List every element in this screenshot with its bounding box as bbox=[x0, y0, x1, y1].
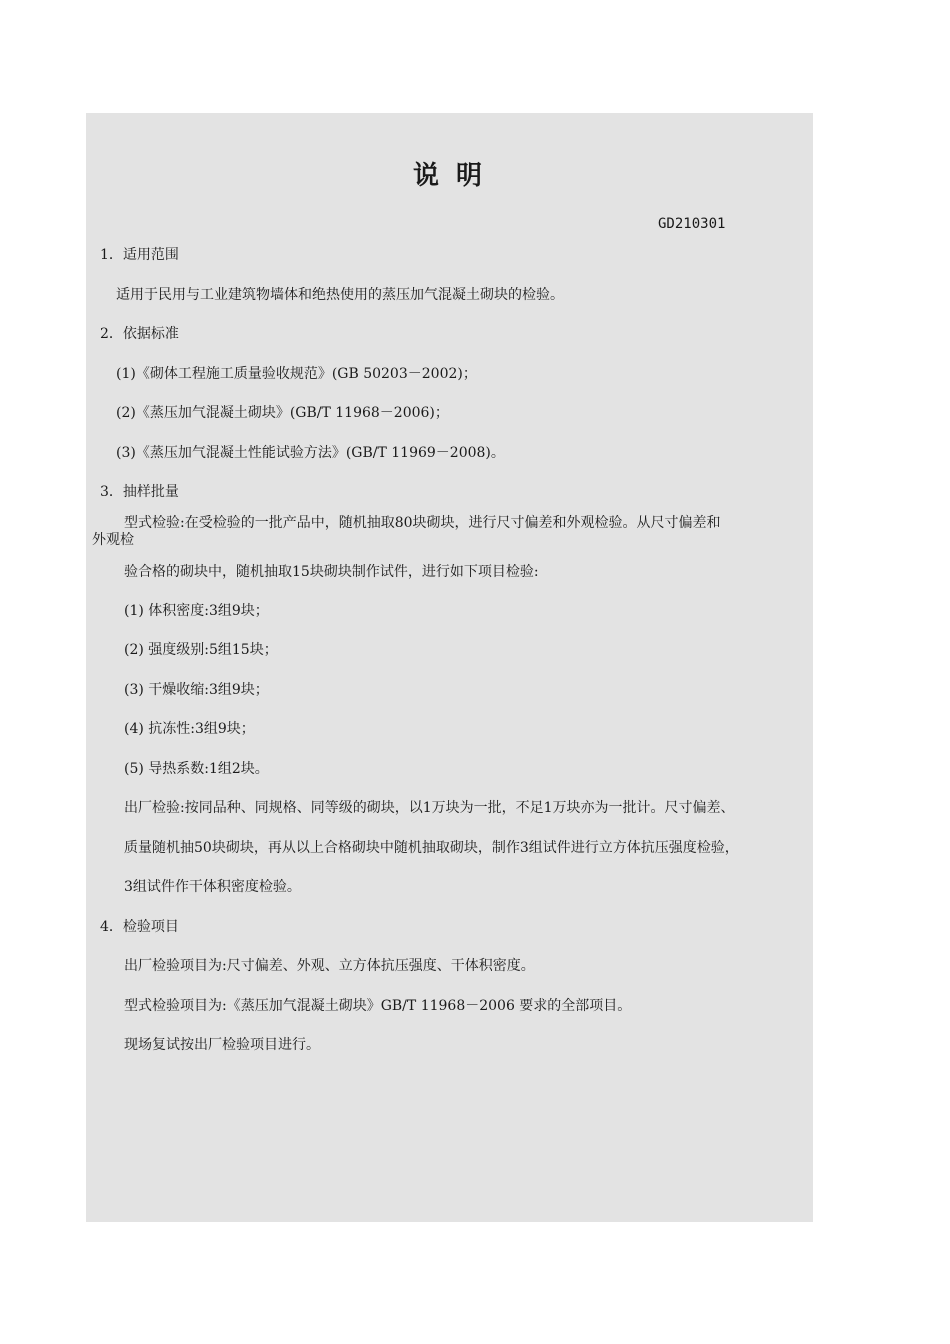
standard-item-1: (1)《砌体工程施工质量验收规范》(GB 50203－2002)； bbox=[116, 366, 477, 382]
section-heading-sampling: 3．抽样批量 bbox=[100, 484, 179, 500]
sample-item-4: (4) 抗冻性:3组9块； bbox=[124, 721, 255, 737]
type-test-line-1: 型式检验:在受检验的一批产品中，随机抽取80块砌块，进行尺寸偏差和外观检验。从尺寸偏差和 bbox=[124, 515, 721, 531]
sample-item-3: (3) 干燥收缩:3组9块； bbox=[124, 682, 269, 698]
section-heading-items: 4．检验项目 bbox=[100, 919, 179, 935]
sample-item-5: (5) 导热系数:1组2块。 bbox=[124, 761, 269, 777]
sample-item-1: (1) 体积密度:3组9块； bbox=[124, 603, 269, 619]
page-title: 说 明 bbox=[412, 161, 487, 191]
factory-test-line-3: 3组试件作干体积密度检验。 bbox=[124, 879, 301, 895]
document-sheet bbox=[86, 113, 813, 1222]
standard-item-2: (2)《蒸压加气混凝土砌块》(GB/T 11968－2006)； bbox=[116, 405, 449, 421]
factory-test-line-1: 出厂检验:按同品种、同规格、同等级的砌块，以1万块为一批，不足1万块亦为一批计。尺寸偏差、 bbox=[124, 800, 735, 816]
section-heading-standards: 2．依据标准 bbox=[100, 326, 179, 342]
factory-items-text: 出厂检验项目为:尺寸偏差、外观、立方体抗压强度、干体积密度。 bbox=[124, 958, 535, 974]
standard-item-3: (3)《蒸压加气混凝土性能试验方法》(GB/T 11969－2008)。 bbox=[116, 445, 505, 461]
factory-test-line-2: 质量随机抽50块砌块，再从以上合格砌块中随机抽取砌块，制作3组试件进行立方体抗压强度检验， bbox=[124, 840, 739, 856]
type-items-text: 型式检验项目为:《蒸压加气混凝土砌块》GB/T 11968－2006 要求的全部项目。 bbox=[124, 998, 632, 1014]
section-heading-scope: 1．适用范围 bbox=[100, 247, 179, 263]
type-test-line-3: 验合格的砌块中，随机抽取15块砌块制作试件，进行如下项目检验: bbox=[124, 564, 539, 580]
sample-item-2: (2) 强度级别:5组15块； bbox=[124, 642, 278, 658]
site-retest-text: 现场复试按出厂检验项目进行。 bbox=[124, 1037, 320, 1053]
scope-text: 适用于民用与工业建筑物墙体和绝热使用的蒸压加气混凝土砌块的检验。 bbox=[116, 287, 564, 303]
document-number: GD210301 bbox=[658, 216, 726, 232]
type-test-line-2: 外观检 bbox=[92, 532, 134, 548]
